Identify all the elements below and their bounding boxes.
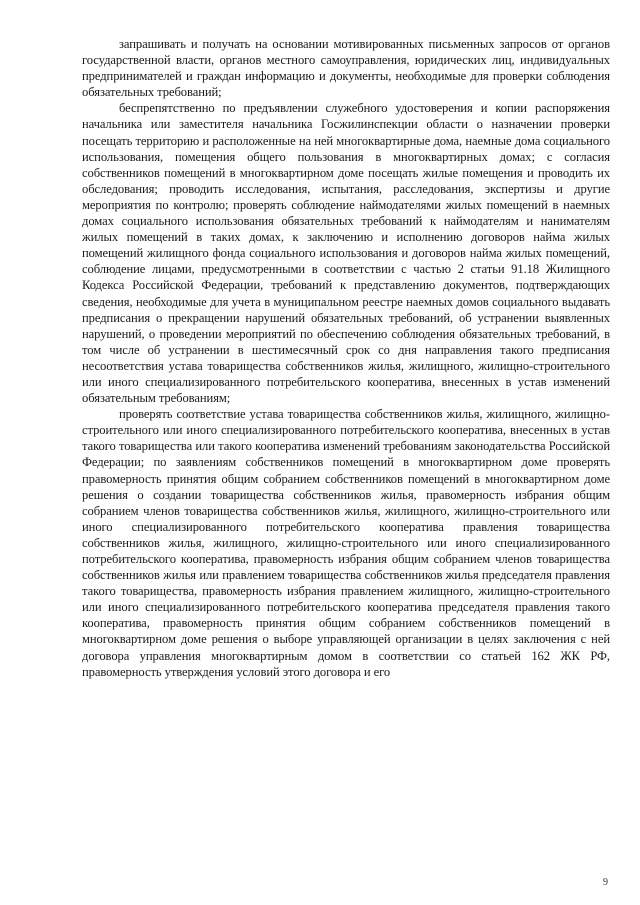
paragraph-request-information: запрашивать и получать на основании мотивированных письменных запросов от органов государственной власти, органов местного самоуправления, юридических лиц, индивидуальных предпринимателей и граждан информацию и документы, необходимые для проверки соблюдения обязательных требований; — [82, 37, 610, 100]
page-number: 9 — [603, 877, 608, 888]
document-page — [82, 36, 610, 680]
paragraph-inspection-rights: беспрепятственно по предъявлении служебного удостоверения и копии распоряжения начальника или заместителя начальника Госжилинспекции области о назначении проверки посещать территорию и расположенные на ней многоквартирные дома, наемные дома социального использования, помещения общего пользования в многоквартирных домах; с согласия собственников помещений в многоквартирном доме посещать жилые помещения и проводить их обследования; проводить исследования, испытания, расследования, экспертизы и другие мероприятия по контролю; проверять соблюдение наймодателями жилых помещений в наемных домах социального использования обязательных требований к наймодателям и нанимателям жилых помещений в таких домах, к заключению и исполнению договоров найма жилых помещений жилищного фонда социального использования и договоров найма жилых помещений, соблюдение лицами, предусмотренными в соответствии с частью 2 статьи 91.18 Жилищного Кодекса Российской Федерации, требований к представлению документов, подтверждающих сведения, необходимые для учета в муниципальном реестре наемных домов социального выдавать предписания о прекращении нарушений обязательных требований, об устранении выявленных нарушений, о проведении мероприятий по обеспечению соблюдения обязательных требований, в том числе об устранении в шестимесячный срок со дня направления такого предписания несоответствия устава товарищества собственников жилья, жилищного, жилищно-строительного или иного специализированного потребительского кооператива, внесенных в устав изменений обязательным требованиям; — [82, 101, 610, 406]
paragraph-charter-verification: проверять соответствие устава товарищества собственников жилья, жилищного, жилищно-строительного или иного специализированного потребительского кооператива, внесенных в устав такого товарищества или такого кооператива изменений требованиям законодательства Российской Федерации; по заявлениям собственников помещений в многоквартирном доме проверять правомерность принятия общим собранием собственников помещений в многоквартирном доме решения о создании товарищества собственников жилья, правомерность избрания общим собранием членов товарищества собственников жилья, жилищного, жилищно-строительного или иного специализированного потребительского кооператива правления товарищества собственников жилья, жилищного, жилищно-строительного или иного специализированного потребительского кооператива, правомерность избрания общим собранием членов товарищества собственников жилья или правлением товарищества собственников жилья председателя правления такого товарищества, правомерность избрания правлением жилищного, жилищно-строительного или иного специализированного потребительского кооператива председателя правления такого кооператива, правомерность принятия общим собранием собственников помещений в многоквартирном доме решения о выборе управляющей организации в целях заключения с ней договора управления многоквартирным домом в соответствии со статьей 162 ЖК РФ, правомерность утверждения условий этого договора и его — [82, 407, 610, 679]
